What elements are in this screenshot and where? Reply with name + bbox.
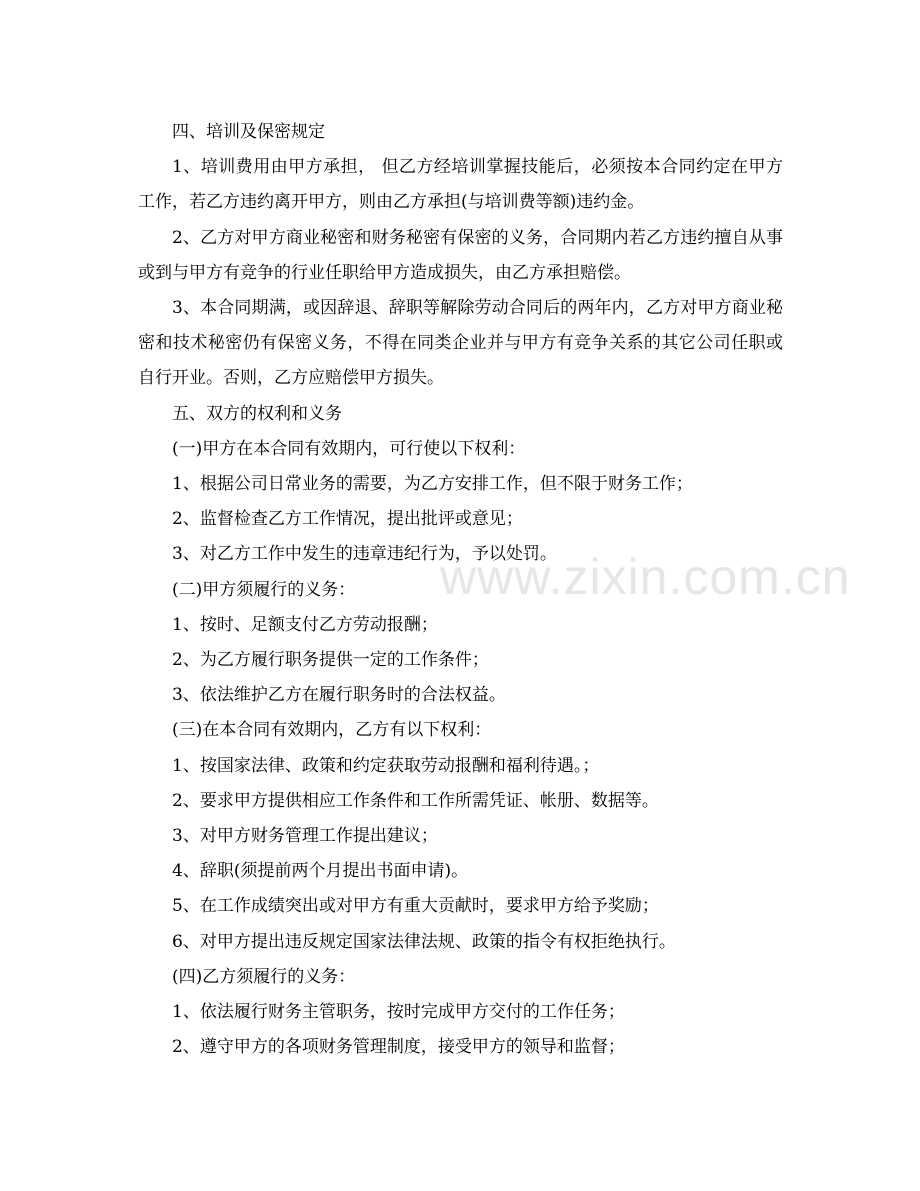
list-item: 2、遵守甲方的各项财务管理制度，接受甲方的领导和监督； bbox=[172, 1037, 625, 1058]
paragraph-training-fee: 1、培训费用由甲方承担， 但乙方经培训掌握技能后，必须按本合同约定在甲方工作，若乙方违约离开甲方，则由乙方承担(与培训费等额)违约金。 bbox=[138, 157, 783, 213]
paragraph-confidentiality-obligation: 2、乙方对甲方商业秘密和财务秘密有保密的义务，合同期内若乙方违约擅自从事或到与甲方有竞争的行业任职给甲方造成损失，由乙方承担赔偿。 bbox=[138, 227, 783, 283]
list-item: 2、为乙方履行职务提供一定的工作条件； bbox=[172, 650, 489, 671]
subsection-heading-party-a-obligations: (二)甲方须履行的义务： bbox=[172, 579, 356, 600]
list-item: 1、依法履行财务主管职务，按时完成甲方交付的工作任务； bbox=[172, 1002, 625, 1023]
list-item: 5、在工作成绩突出或对甲方有重大贡献时，要求甲方给予奖励； bbox=[172, 896, 659, 917]
list-item: 1、按国家法律、政策和约定获取劳动报酬和福利待遇。； bbox=[172, 755, 600, 776]
section-heading-rights-obligations: 五、双方的权利和义务 bbox=[172, 403, 342, 424]
list-item: 1、根据公司日常业务的需要，为乙方安排工作，但不限于财务工作； bbox=[172, 474, 693, 495]
watermark: www.zixin.com.cn bbox=[440, 549, 851, 605]
list-item: 6、对甲方提出违反规定国家法律法规、政策的指令有权拒绝执行。 bbox=[172, 931, 676, 952]
list-item: 3、对乙方工作中发生的违章违纪行为，予以处罚。 bbox=[172, 544, 557, 565]
document-body bbox=[138, 115, 783, 1065]
list-item: 3、对甲方财务管理工作提出建议； bbox=[172, 826, 438, 847]
subsection-heading-party-a-rights: (一)甲方在本合同有效期内，可行使以下权利： bbox=[172, 438, 526, 459]
subsection-heading-party-b-obligations: (四)乙方须履行的义务： bbox=[172, 966, 356, 987]
section-heading-training-confidentiality: 四、培训及保密规定 bbox=[172, 122, 325, 142]
list-item: 4、辞职(须提前两个月提出书面申请)。 bbox=[172, 861, 469, 882]
subsection-heading-party-b-rights: (三)在本合同有效期内，乙方有以下权利： bbox=[172, 720, 492, 741]
paragraph-post-contract-confidentiality: 3、本合同期满，或因辞退、辞职等解除劳动合同后的两年内，乙方对甲方商业秘密和技术秘密仍有保密义务，不得在同类企业并与甲方有竞争关系的其它公司任职或自行开业。否则，乙方应赔偿甲方损失。 bbox=[138, 298, 783, 389]
list-item: 2、要求甲方提供相应工作条件和工作所需凭证、帐册、数据等。 bbox=[172, 790, 659, 811]
list-item: 3、依法维护乙方在履行职务时的合法权益。 bbox=[172, 685, 506, 706]
list-item: 1、按时、足额支付乙方劳动报酬； bbox=[172, 614, 438, 635]
list-item: 2、监督检查乙方工作情况，提出批评或意见； bbox=[172, 509, 523, 530]
